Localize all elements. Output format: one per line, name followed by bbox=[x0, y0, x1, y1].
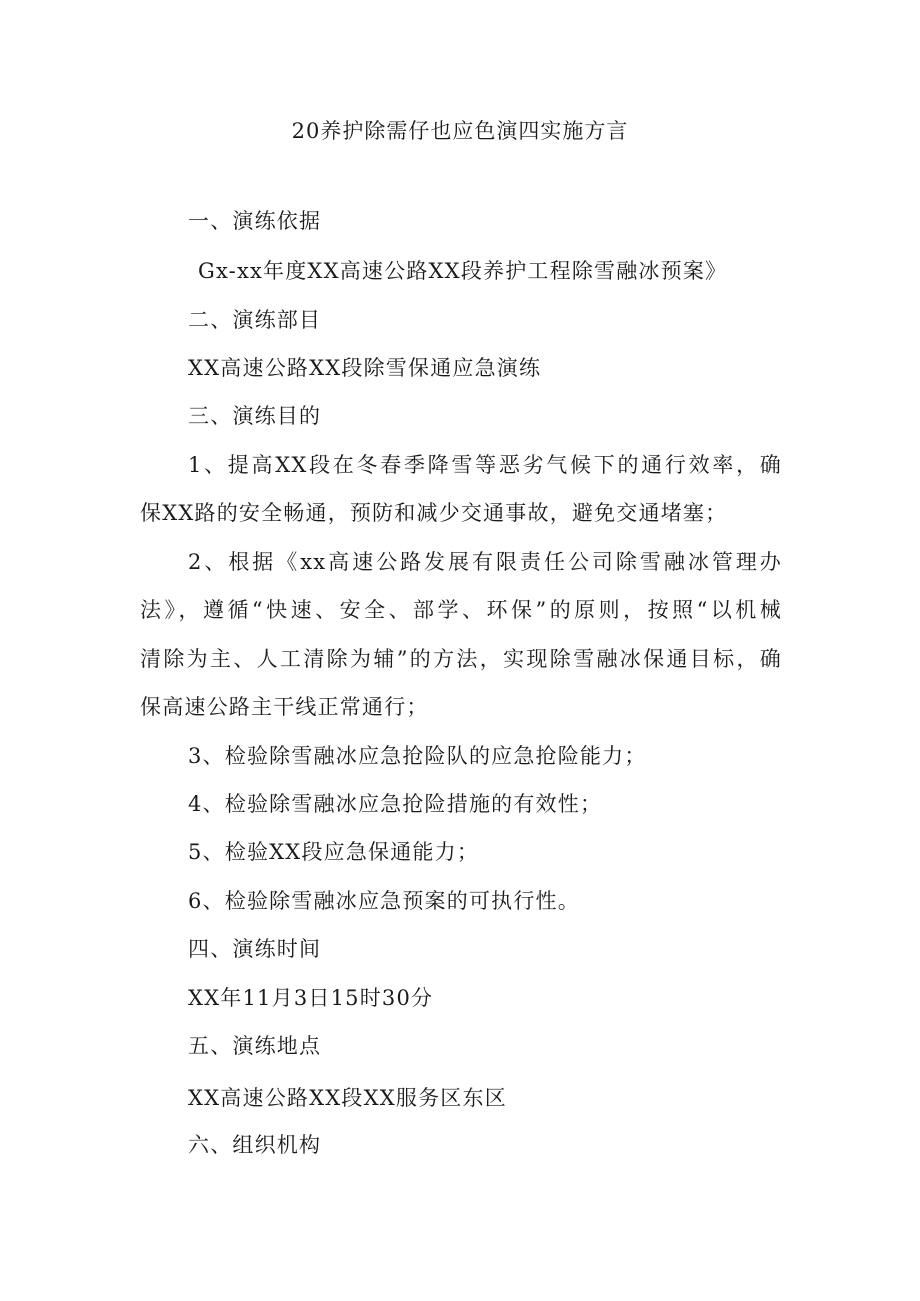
document-title: 20养护除需仔也应色演四实施方言 bbox=[291, 119, 629, 143]
section-heading-location: 五、演练地点 bbox=[188, 1034, 322, 1058]
purpose-item-2-line-3: 清除为主、人工清除为辅”的方法，实现除雪融冰保通目标，确 bbox=[140, 647, 782, 671]
basis-text: Gx-xx年度XX高速公路XX段养护工程除雪融冰预案》 bbox=[198, 259, 728, 283]
section-heading-organization: 六、组织机构 bbox=[188, 1133, 322, 1157]
purpose-item-2-line-1: 2、根据《xx高速公路发展有限责任公司除雪融冰管理办 bbox=[188, 550, 782, 574]
section-heading-basis: 一、演练依据 bbox=[188, 209, 322, 233]
purpose-item-4: 4、检验除雪融冰应急抢险措施的有效性； bbox=[188, 792, 603, 816]
section-heading-time: 四、演练时间 bbox=[188, 937, 322, 961]
section-heading-subject: 二、演练部目 bbox=[188, 308, 322, 332]
location-text: XX高速公路XX段XX服务区东区 bbox=[188, 1086, 507, 1110]
purpose-item-3: 3、检验除雪融冰应急抢险队的应急抢险能力； bbox=[188, 744, 647, 768]
time-text: XX年11月3日15时30分 bbox=[188, 986, 434, 1010]
purpose-item-2-line-2: 法》，遵循“快速、安全、部学、环保”的原则，按照“以机械 bbox=[140, 598, 782, 622]
subject-text: XX高速公路XX段除雪保通应急演练 bbox=[188, 356, 542, 380]
purpose-item-5: 5、检验XX段应急保通能力； bbox=[188, 840, 480, 864]
purpose-item-6: 6、检验除雪融冰应急预案的可执行性。 bbox=[188, 889, 580, 913]
purpose-item-1-line-1: 1、提高XX段在冬春季降雪等恶劣气候下的通行效率，确 bbox=[188, 453, 782, 477]
purpose-item-2-line-4: 保高速公路主干线正常通行； bbox=[140, 695, 429, 719]
section-heading-purpose: 三、演练目的 bbox=[188, 404, 322, 428]
purpose-item-1-line-2: 保XX路的安全畅通，预防和减少交通事故，避免交通堵塞； bbox=[140, 501, 728, 525]
